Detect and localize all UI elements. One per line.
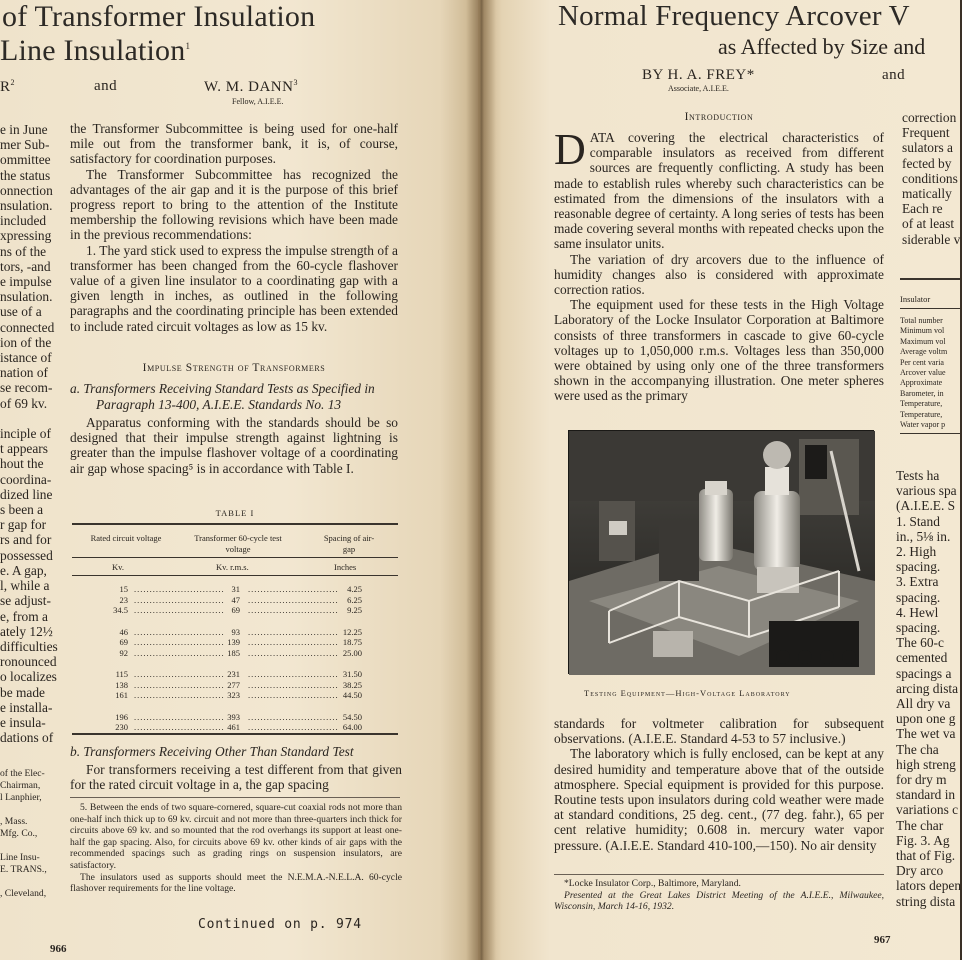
right-fragment-line: spacing. <box>896 559 941 575</box>
left-fragment-line <box>0 411 60 426</box>
dropcap-letter: D <box>554 125 586 174</box>
right-fragment-line: upon one g <box>896 711 956 727</box>
left-footnote-fragments <box>0 768 62 900</box>
table-leader-dots: ............................. <box>134 722 225 732</box>
table-leader-dots: ............................. <box>248 711 339 722</box>
table-cell-gap-spacing: 18.75 <box>342 637 362 647</box>
right-fragment-line: All dry va <box>896 696 951 712</box>
left-page-number: 966 <box>50 943 67 955</box>
right-table-fragment-row: Temperature, <box>900 399 943 409</box>
impulse-section-heading: Impulse Strength of Transformers <box>142 362 326 374</box>
right-fragment-line: (A.I.E.E. S <box>896 498 956 514</box>
left-footnote-fragment-line <box>0 840 62 852</box>
left-footnote-fragment-line: Line Insu- <box>0 852 40 863</box>
table-cell-rated-voltage: 34.5 <box>113 605 128 615</box>
right-fragment-line: Frequent <box>902 125 950 141</box>
table-unit-col2: Kv. r.m.s. <box>216 562 249 572</box>
table-leader-dots: ............................. <box>248 626 339 637</box>
table-cell-rated-voltage: 115 <box>115 669 128 679</box>
table-leader-dots: ............................. <box>248 594 339 605</box>
left-title-line1: of Transformer Insulation <box>2 0 316 33</box>
right-fragment-line: Dry arco <box>896 863 944 879</box>
table-cell-test-voltage: 139 <box>227 637 240 647</box>
footnote-5: 5. Between the ends of two square-cornered, square-cut coaxial rods not more than one-half inch thick up to 69 kv. circuit and not more than three-quarters inch thick for circuits above 69 kv. and so mounted that the rod overhangs its support at least one-half the gap spacing. Also, for circuits above 69 kv. other kinds of air gaps with the recommended spacings such as grading rings on suspension insulators, are satisfactory. <box>70 802 402 871</box>
table-cell-rated-voltage: 230 <box>115 722 128 732</box>
subheading-a-line2: Paragraph 13-400, A.I.E.E. Standards No. 13 <box>96 397 342 412</box>
right-title-line2: as Affected by Size and <box>718 34 926 59</box>
left-title-line2 <box>0 34 190 68</box>
right-fragment-line: lators depen <box>896 878 962 894</box>
table-leader-dots: ............................. <box>248 637 339 647</box>
intro-body <box>554 125 884 404</box>
table-leader-dots: ............................. <box>248 605 339 615</box>
left-footnote-fragment-line: E. TRANS., <box>0 864 47 875</box>
footnotes <box>70 802 402 895</box>
footnote-presented: Presented at the Great Lakes District Meeting of the A.I.E.E., Milwaukee, Wisconsin, March 14-16, 1932. <box>554 889 884 913</box>
table-header-col2: Transformer 60-cycle test voltage <box>194 533 282 554</box>
equipment-paragraph: The equipment used for these tests in the High Voltage Laboratory of the Locke Insulator Corporation at Baltimore consists of three transformers in cascade to give 60-cycle voltages up to 1,050,000 r.m.s. Voltages less than 350,000 were obtained by using only one of the three transformers shown in the accompanying illustration. One meter spheres were used as the primary <box>554 297 884 404</box>
right-fragment-line: for dry m <box>896 772 947 788</box>
table-unit-col1: Kv. <box>112 562 124 572</box>
left-footnote-fragment-line: of the Elec- <box>0 768 45 779</box>
table-leader-dots: ............................. <box>134 690 225 700</box>
right-fragment-line: The char <box>896 817 944 833</box>
left-author-right-affil: Fellow, A.I.E.E. <box>232 97 284 106</box>
right-fragment-line: fected by <box>902 155 952 171</box>
left-author-left-text: R <box>0 79 11 95</box>
left-fragment-line: e insula- <box>0 714 46 730</box>
right-fragment-line: 2. High <box>896 544 937 560</box>
left-author-right-sup: 3 <box>293 78 298 87</box>
right-fragment-line: 1. Stand <box>896 513 940 529</box>
right-table-fragment-row: Approximate <box>900 378 943 388</box>
left-fragment-line: coordina- <box>0 471 52 487</box>
left-fragment-line: dized line <box>0 486 53 502</box>
right-fragment-line: spacings a <box>896 665 952 681</box>
right-table-rule-top <box>900 278 960 280</box>
table-cell-test-voltage: 323 <box>227 690 240 700</box>
left-fragment-line: l, while a <box>0 578 50 594</box>
paragraph-b <box>70 762 402 792</box>
right-fragment-line: arcing dista <box>896 680 959 696</box>
table-leader-dots: ............................. <box>134 711 225 722</box>
left-fragment-line: tors, -and <box>0 258 51 274</box>
left-fragment-line: se recom- <box>0 380 53 396</box>
right-fragment-line: conditions <box>902 170 958 186</box>
left-author-right-text: W. M. DANN <box>204 79 294 95</box>
table-cell-rated-voltage: 92 <box>119 647 128 658</box>
laboratory-paragraph: The laboratory which is fully enclosed, can be kept at any desired humidity and temperature above that of the outside atmosphere. Special equipment is provided for this purpose. Routine tests upon insulators during cold weather were made at standard conditions, 25 deg. cent., (77 deg. fahr.), 65 per cent relative humidity; 0.608 in. mercury water vapor pressure. (A.I.E.E. Standard 410-100,—150). No air density <box>554 746 884 853</box>
right-table-fragment-row: Barometer, in <box>900 388 944 398</box>
right-byline-affil: Associate, A.I.E.E. <box>668 84 729 93</box>
table-title: TABLE I <box>215 508 255 518</box>
table-leader-dots: ............................. <box>248 690 339 700</box>
left-fragment-line: r gap for <box>0 517 47 533</box>
left-fragment-line: ns of the <box>0 243 47 259</box>
left-page <box>0 0 478 960</box>
table-cell-test-voltage: 31 <box>231 584 240 594</box>
right-fragment-line: in., 5⅛ in. <box>896 528 951 544</box>
right-table-rule-bottom <box>900 433 960 434</box>
right-fragment-line: variations c <box>896 802 959 818</box>
right-table-rule-header <box>900 308 960 309</box>
photo-caption: Testing Equipment—High-Voltage Laboratory <box>584 688 791 698</box>
left-fragment-line: be made <box>0 684 45 700</box>
footnote-star: *Locke Insulator Corp., Baltimore, Maryland. <box>564 878 741 889</box>
table-cell-test-voltage: 93 <box>231 626 240 637</box>
intro-paragraph <box>554 125 884 252</box>
paragraph-b-text: For transformers receiving a test different from that given for the rated circuit voltage in a, the gap spacing <box>70 762 402 793</box>
right-fragment-line: standard in <box>896 787 956 803</box>
right-table-fragment-row: Arcover value <box>900 368 946 378</box>
table-cell-rated-voltage: 15 <box>119 584 128 594</box>
table-cell-rated-voltage: 138 <box>115 679 128 690</box>
table-leader-dots: ............................. <box>134 605 225 615</box>
table-cell-test-voltage: 277 <box>227 679 240 690</box>
right-footnotes <box>554 878 884 913</box>
left-fragment-line: mer Sub- <box>0 137 50 153</box>
left-fragment-line: s been a <box>0 502 44 518</box>
left-footnote-fragment-line: l Lanphier, <box>0 792 42 803</box>
table-bottom-rule <box>72 733 398 735</box>
table-leader-dots: ............................. <box>248 669 339 679</box>
body-paragraph-3: 1. The yard stick used to express the impulse strength of a transformer has been changed from the 60-cycle flashover value of a given line insulator to a coordinating gap with a given length in inches, as outlined in the following paragraphs and the coordinating principle has been extended to include rated circuit voltages as low as 15 kv. <box>70 242 398 334</box>
left-fragment-line: o localizes <box>0 669 57 685</box>
body-paragraph-2: The Transformer Subcommittee has recognized the advantages of the air gap and it is the purpose of this brief progress report to bring to the attention of the Institute membership the following revisions which have been made in the previous recommendations: <box>70 166 398 243</box>
table-cell-test-voltage: 393 <box>227 711 240 722</box>
left-author-right <box>204 78 298 96</box>
left-fragment-line: t appears <box>0 441 48 457</box>
left-fragment-line: ately 12½ <box>0 623 53 639</box>
left-fragment-line: connected <box>0 319 55 335</box>
left-fragment-line: istance of <box>0 350 52 366</box>
left-title-sup: 1 <box>185 41 191 51</box>
left-fragment-line: e installa- <box>0 699 53 715</box>
right-fragment-line: Tests ha <box>896 468 940 483</box>
table-cell-rated-voltage: 69 <box>119 637 128 647</box>
table-cell-rated-voltage: 46 <box>119 626 128 637</box>
left-fragment-line: hout the <box>0 456 44 472</box>
left-fragment-line: ronounced <box>0 654 57 670</box>
left-author-left-sup: 2 <box>10 78 16 87</box>
table-leader-dots: ............................. <box>248 722 339 732</box>
left-fragment-line: nsulation. <box>0 198 53 214</box>
right-table-fragment-row: Total number <box>900 316 943 325</box>
right-table-fragment-row: Maximum vol <box>900 336 946 346</box>
table-leader-dots: ............................. <box>134 669 225 679</box>
continued-note: Continued on p. 974 <box>198 917 362 932</box>
table-leader-dots: ............................. <box>134 647 225 658</box>
left-title-line2-text: Line Insulation <box>0 34 186 67</box>
right-footnote-rule <box>554 874 884 875</box>
body-paragraph-1: the Transformer Subcommittee is being used for one-half mile out from the transformer bank, it is, of course, satisfactory for coordination purposes. <box>70 121 398 167</box>
left-footnote-fragment-line: , Mass. <box>0 816 28 827</box>
table-leader-dots: ............................. <box>134 637 225 647</box>
right-table-fragment-row: Water vapor p <box>900 420 946 430</box>
left-footnote-fragment-line <box>0 804 62 816</box>
right-fragment-line: Fig. 3. Ag <box>896 832 950 848</box>
left-fragment-line: use of a <box>0 304 42 320</box>
left-fragment-line: inciple of <box>0 426 51 442</box>
table-leader-dots: ............................. <box>134 584 225 594</box>
table-leader-dots: ............................. <box>134 679 225 690</box>
right-fragment-line: of at least <box>902 216 955 232</box>
table-unit-rule <box>72 575 398 576</box>
table-cell-rated-voltage: 196 <box>115 711 128 722</box>
right-fragment-line: spacing. <box>896 589 941 605</box>
right-column-fragments-bottom <box>896 468 960 909</box>
left-fragment-line: ommittee <box>0 152 51 168</box>
right-fragment-line: Each re <box>902 201 943 217</box>
table-top-rule <box>72 523 398 525</box>
right-fragment-line: cemented <box>896 650 948 666</box>
left-fragment-line: dations of <box>0 730 54 746</box>
table-cell-gap-spacing: 9.25 <box>347 605 362 615</box>
right-fragment-line: matically <box>902 186 952 202</box>
table-cell-gap-spacing: 64.00 <box>342 722 362 732</box>
right-fragment-line: high streng <box>896 756 956 772</box>
left-and-word: and <box>94 78 118 94</box>
left-fragment-line: the status <box>0 167 51 183</box>
left-fragment-line: e. A gap, <box>0 562 47 578</box>
left-main-body <box>70 121 398 334</box>
right-fragment-line: spacing. <box>896 620 941 636</box>
right-fragment-line: 3. Extra <box>896 574 939 590</box>
left-fragment-line: e, from a <box>0 608 48 624</box>
right-fragment-line: The cha <box>896 741 939 757</box>
table-leader-dots: ............................. <box>134 626 225 637</box>
left-fragment-line: ion of the <box>0 334 52 350</box>
left-footnote-fragment-line: , Cleveland, <box>0 888 47 899</box>
left-column-fragments <box>0 122 60 745</box>
paragraph-a <box>70 415 398 476</box>
left-fragment-line: of 69 kv. <box>0 395 48 411</box>
left-author-left <box>0 78 15 96</box>
left-fragment-line: nsulation. <box>0 289 53 305</box>
table-header-rule <box>72 557 398 558</box>
right-title-line1: Normal Frequency Arcover V <box>558 0 910 32</box>
table-cell-gap-spacing: 38.25 <box>342 679 362 690</box>
right-fragment-line: The wet va <box>896 726 956 742</box>
right-page-number: 967 <box>874 934 891 946</box>
intro-text: ATA covering the electrical characteristics of comparable insulators as received from different sources are frequently conflicting. A study has been made to establish rules whereby such characteristics can be estimated from the dimensions of the insulators with a reasonable degree of certainty. A long series of tests has been made covering several months with repeated checks upon the same insulator units. <box>554 130 884 252</box>
table-cell-gap-spacing: 44.50 <box>342 690 362 700</box>
left-footnote-fragment-line <box>0 876 62 888</box>
table-header-col1: Rated circuit voltage <box>90 533 162 543</box>
table-cell-rated-voltage: 161 <box>115 690 128 700</box>
left-fragment-line: rs and for <box>0 532 52 548</box>
footnote-6: The insulators used as supports should meet the N.E.M.A.-N.E.L.A. 60-cycle flashover requirements for the line voltage. <box>70 871 402 895</box>
left-fragment-line: onnection <box>0 182 53 198</box>
right-fragment-line: correction <box>902 110 957 125</box>
subheading-a-line1: a. Transformers Receiving Standard Tests as Specified in <box>70 381 375 396</box>
left-fragment-line: e in June <box>0 122 48 137</box>
table-leader-dots: ............................. <box>248 679 339 690</box>
left-fragment-line: e impulse <box>0 274 52 290</box>
right-fragment-line: string dista <box>896 893 956 909</box>
right-fragment-line: that of Fig. <box>896 848 956 864</box>
right-table-fragment-row: Average voltm <box>900 347 948 357</box>
left-fragment-line: se adjust- <box>0 593 51 609</box>
footnote-rule <box>70 797 400 798</box>
table-cell-test-voltage: 185 <box>227 647 240 658</box>
right-and-word: and <box>882 67 906 83</box>
table-cell-gap-spacing: 54.50 <box>342 711 362 722</box>
left-fragment-line: possessed <box>0 547 53 563</box>
left-footnote-fragment-line: Chairman, <box>0 780 41 791</box>
lab-photo-illustration <box>569 431 875 675</box>
table-leader-dots: ............................. <box>248 584 339 594</box>
paragraph-a-text: Apparatus conforming with the standards should be so designed that their impulse strength against lightning is greater than the impulse flashover voltage of a coordinating air gap whose spacing⁵ is in accordance with Table I. <box>70 415 398 476</box>
right-table-fragment-row: Temperature, <box>900 409 943 419</box>
table-leader-dots: ............................. <box>248 647 339 658</box>
standards-paragraph: standards for voltmeter calibration for subsequent observations. (A.I.E.E. Standard 4-53 to 57 inclusive.) <box>554 716 884 747</box>
table-cell-gap-spacing: 12.25 <box>342 626 362 637</box>
right-fragment-line: various spa <box>896 483 957 499</box>
left-fragment-line: xpressing <box>0 228 52 244</box>
right-fragment-line: 4. Hewl <box>896 604 939 620</box>
right-byline: BY H. A. FREY* <box>642 67 755 83</box>
left-fragment-line: included <box>0 213 47 229</box>
right-table-fragment-row: Per cent varia <box>900 357 944 367</box>
table-header-col3: Spacing of air-gap <box>323 533 375 554</box>
table-cell-rated-voltage: 23 <box>119 594 128 605</box>
table-leader-dots: ............................. <box>134 594 225 605</box>
right-table-fragment-row: Minimum vol <box>900 326 945 336</box>
right-table-header: Insulator <box>900 294 931 304</box>
table-cell-gap-spacing: 31.50 <box>342 669 362 679</box>
right-fragment-line: The 60-c <box>896 635 944 651</box>
table-cell-test-voltage: 461 <box>227 722 240 732</box>
right-fragment-line: sulators a <box>902 140 953 156</box>
right-column-fragments-top <box>902 110 962 247</box>
left-fragment-line: nation of <box>0 365 48 381</box>
table-cell-test-voltage: 231 <box>227 669 240 679</box>
intro-heading: Introduction <box>684 111 754 123</box>
humidity-paragraph: The variation of dry arcovers due to the influence of humidity changes also is considered with approximate correction ratios. <box>554 251 884 298</box>
table-cell-gap-spacing: 6.25 <box>347 594 362 605</box>
right-table-fragments <box>900 316 947 430</box>
left-fragment-line: difficulties <box>0 638 58 654</box>
right-fragment-line: siderable v <box>902 231 961 247</box>
table-cell-gap-spacing: 25.00 <box>342 647 362 658</box>
table-unit-col3: Inches <box>334 562 357 572</box>
left-footnote-fragment-line: Mfg. Co., <box>0 828 38 839</box>
table-cell-gap-spacing: 4.25 <box>347 584 362 594</box>
standards-body <box>554 716 884 853</box>
table-cell-test-voltage: 69 <box>231 605 240 615</box>
table-cell-test-voltage: 47 <box>231 594 240 605</box>
subheading-b: b. Transformers Receiving Other Than Standard Test <box>70 744 354 759</box>
testing-equipment-photo <box>568 430 874 674</box>
